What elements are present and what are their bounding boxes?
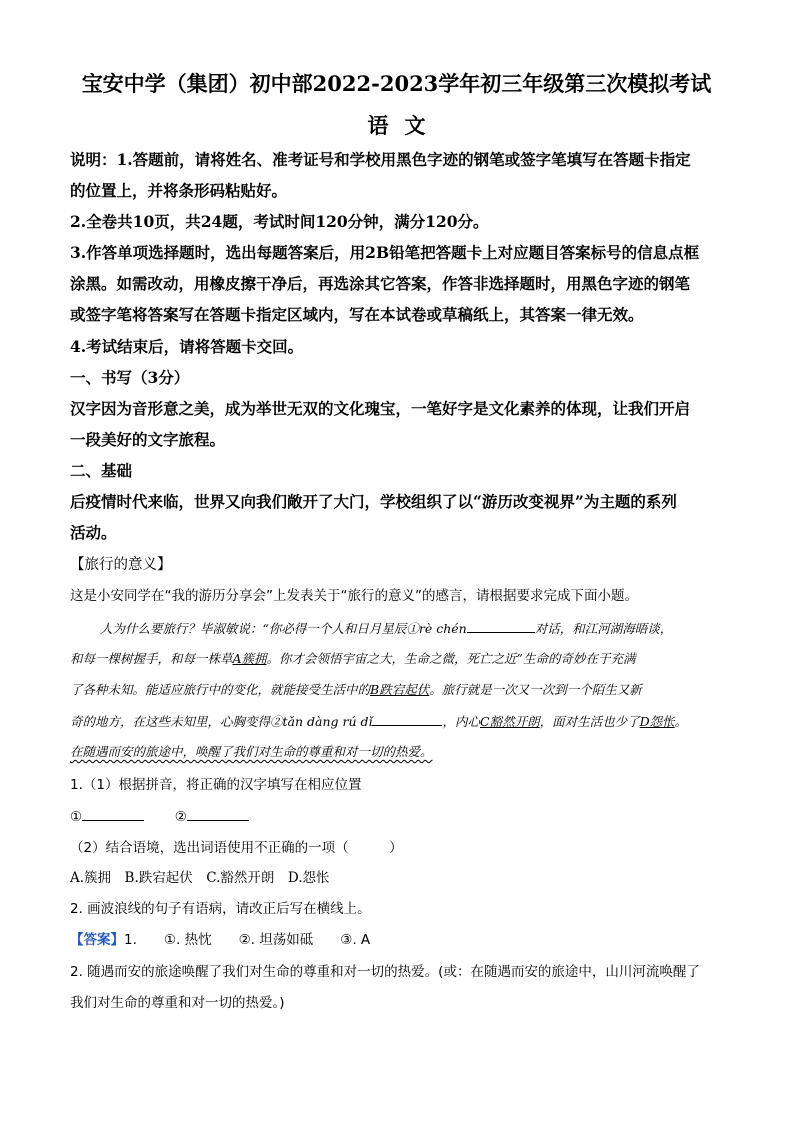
section-heading: 二、基础 xyxy=(70,461,133,480)
answer-line: 【答案】1. ①. 热忱 ②. 坦荡如砥 ③. A xyxy=(70,932,371,948)
instruction-line: 的位置上，并将条形码粘贴好。 xyxy=(70,181,288,200)
question-line: 1.（1）根据拼音，将正确的汉字填写在相应位置 xyxy=(70,777,362,793)
paragraph-line: 汉字因为音形意之美，成为举世无双的文化瑰宝，一笔好字是文化素养的体现，让我们开启 xyxy=(70,399,691,418)
answer-blank[interactable] xyxy=(187,806,249,821)
passage-line: 奇的地方，在这些未知里，心胸变得②tǎn dàng rú dǐ ，内心C豁然开朗，面对生活也少了D怨怅。 xyxy=(70,711,750,732)
passage-intro: 这是小安同学在“我的游历分享会”上发表关于“旅行的意义”的感言，请根据要求完成下面小题。 xyxy=(70,588,638,604)
subsection-heading: 【旅行的意义】 xyxy=(70,557,172,573)
answer-line: 我们对生命的尊重和对一切的热爱。) xyxy=(70,995,285,1011)
word-c: C豁然开朗 xyxy=(480,714,540,729)
passage-line xyxy=(70,742,750,762)
exam-title: 宝安中学（集团）初中部2022-2023学年初三年级第三次模拟考试 xyxy=(81,71,712,96)
paragraph-line: 后疫情时代来临，世界又向我们敞开了大门，学校组织了以“游历改变视界”为主题的系列 xyxy=(70,492,677,511)
instruction-line: 3.作答单项选择题时，选出每题答案后，用2B铅笔把答题卡上对应题目答案标号的信息点框 xyxy=(70,243,700,262)
paragraph-line: 一段美好的文字旅程。 xyxy=(70,430,226,449)
instruction-line: 说明：1.答题前，请将姓名、准考证号和学校用黑色字迹的钢笔或签字笔填写在答题卡指定 xyxy=(70,150,691,169)
instruction-line: 4.考试结束后，请将答题卡交回。 xyxy=(70,337,304,356)
question-line: （2）结合语境，选出词语使用不正确的一项（ ） xyxy=(70,840,403,856)
answer-line: 2. 随遇而安的旅途唤醒了我们对生命的尊重和对一切的热爱。(或：在随遇而安的旅途中，山川河流唤醒了 xyxy=(70,964,700,980)
word-a: A簇拥 xyxy=(232,651,267,666)
passage-line: 人为什么要旅行？毕淑敏说：“你必得一个人和日月星辰①rè chén 对话，和江河湖海晤谈， xyxy=(100,618,780,639)
subject-title: 语文 xyxy=(367,113,442,138)
instruction-line: 或签字笔将答案写在答题卡指定区域内，写在本试卷或草稿纸上，其答案一律无效。 xyxy=(70,305,644,324)
passage-line: 了各种未知。能适应旅行中的变化，就能接受生活中的B跌宕起伏。旅行就是一次又一次到一个陌生又新 xyxy=(70,682,642,697)
answer-blank[interactable] xyxy=(467,618,535,633)
passage-line: 和每一棵树握手，和每一株草A簇拥。你才会领悟宇宙之大，生命之微，死亡之近”生命的奇妙在于充满 xyxy=(70,651,636,666)
word-d: D怨怅 xyxy=(639,714,675,729)
question-options: A.簇拥 B.跌宕起伏 C.豁然开朗 D.怨怅 xyxy=(70,870,330,886)
instruction-line: 2.全卷共10页，共24题，考试时间120分钟，满分120分。 xyxy=(70,212,489,231)
paragraph-line: 活动。 xyxy=(70,523,117,542)
wavy-sentence: 在随遇而安的旅途中，唤醒了我们对生命的尊重和对一切的热爱。 xyxy=(70,744,433,759)
question-line: 2. 画波浪线的句子有语病，请改正后写在横线上。 xyxy=(70,901,371,917)
section-heading: 一、书写（3分） xyxy=(70,368,190,387)
answer-blank[interactable] xyxy=(82,806,144,821)
instruction-line: 涂黑。如需改动，用橡皮擦干净后，再选涂其它答案，作答非选择题时，用黑色字迹的钢笔 xyxy=(70,274,691,293)
word-b: B跌宕起伏 xyxy=(370,682,430,697)
answer-blank[interactable] xyxy=(372,711,442,726)
answer-tag: 【答案】 xyxy=(70,932,124,948)
question-line: ① ② xyxy=(70,806,750,827)
